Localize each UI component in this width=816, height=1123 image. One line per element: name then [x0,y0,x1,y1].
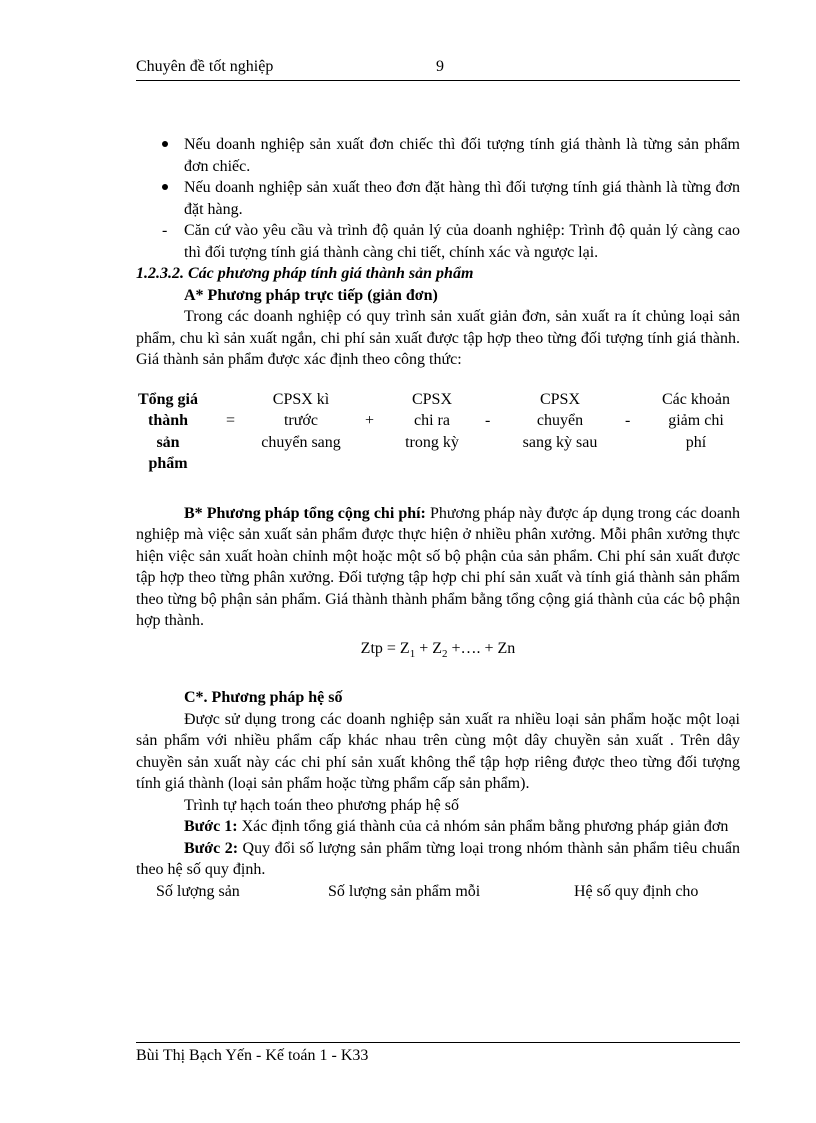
formula-minus: - [625,412,631,429]
header-title: Chuyên đề tốt nghiệp [136,58,274,75]
bullet-item [136,177,740,220]
cost-formula [136,389,740,483]
method-b-paragraph [136,503,740,632]
bullet-item [136,134,740,177]
bullet-text: Nếu doanh nghiệp sản xuất đơn chiếc thì đối tượng tính giá thành là từng sản phẩm đơn chiếc. [184,136,740,175]
label-quantity: Số lượng sản [156,882,240,900]
formula-term-reductions: Các khoản giảm chi phí [662,390,730,451]
formula-term-total-cost: Tổng giá thành sản phẩm [137,390,198,472]
coefficient-labels [136,881,740,903]
method-c-sequence: Trình tự hạch toán theo phương pháp hệ số [184,796,459,814]
step-1-text: Xác định tổng giá thành của cả nhóm sản phẩm bằng phương pháp giản đơn [237,818,729,836]
formula-plus: + [365,412,375,429]
footer-text: Bùi Thị Bạch Yến - Kế toán 1 - K33 [136,1047,369,1064]
page-header [136,58,740,81]
method-b-heading: B* Phương pháp tổng cộng chi phí: [184,504,426,522]
page-footer [136,1042,740,1065]
step-1 [136,816,740,838]
formula-term-incurred: CPSX chi ra trong kỳ [405,390,459,451]
step-2-label: Bước 2: [184,839,239,857]
dash-marker: - [162,222,168,239]
method-c-heading: C*. Phương pháp hệ số [184,689,343,707]
page-number: 9 [436,58,444,75]
formula-term-opening: CPSX kì trước chuyển sang [261,390,341,451]
total-cost-equation: Ztp = $Z_1 + Z_2$ +…. + Zn [360,639,516,660]
method-a-heading: A* Phương pháp trực tiếp (giản đơn) [184,286,438,304]
bullet-dot-icon [162,184,168,190]
step-1-label: Bước 1: [184,818,238,836]
section-heading: 1.2.3.2. Các phương pháp tính giá thành sản phẩm [136,265,474,282]
label-quantity-each: Số lượng sản phẩm mỗi [328,882,481,900]
bullet-dot-icon [162,141,168,147]
page-content [136,134,740,903]
formula-term-closing: CPSX chuyển sang kỳ sau [522,390,598,451]
dash-text: Căn cứ vào yêu cầu và trình độ quản lý của doanh nghiệp: Trình độ quản lý càng cao thì đối tượng tính giá thành càng chi tiết, chính xác và ngược lại. [184,222,740,261]
step-2-text: Quy đổi số lượng sản phẩm từng loại trong nhóm thành sản phẩm tiêu chuẩn theo hệ số quy định. [136,839,741,879]
method-c-paragraph: Được sử dụng trong các doanh nghiệp sản xuất ra nhiều loại sản phẩm hoặc một loại sản phẩm với nhiều phẩm cấp khác nhau trên cùng một dây chuyền sản xuất . Trên dây chuyền sản xuất này các chi phí sản xuất không thể tập hợp riêng được theo từng đối tượng tính giá thành (loại sản phẩm hoặc từng phẩm cấp sản phẩm). [136,710,740,793]
formula-minus: - [485,412,491,429]
formula-equals: = [226,412,236,429]
step-2 [136,838,740,881]
dash-item [136,220,740,263]
method-b-text: Phương pháp này được áp dụng trong các doanh nghiệp mà việc sản xuất sản phẩm được thực hiện ở nhiều phân xưởng. Mỗi phân xưởng thực hiện việc sản xuất hoàn chỉnh một hoặc một số bộ phận của sản phẩm. Chi phí sản xuất được tập hợp theo từng phân xưởng. Đối tượng tập hợp chi phí sản xuất và tính giá thành sản phẩm theo từng bộ phận sản phẩm. Giá thành thành phẩm bằng tổng cộng giá thành của các bộ phận hợp thành. [136,504,741,629]
method-a-paragraph: Trong các doanh nghiệp có quy trình sản xuất giản đơn, sản xuất ra ít chủng loại sản phẩm, chu kì sản xuất ngắn, chi phí sản xuất được tập hợp theo từng đối tượng tính giá thành. Giá thành sản phẩm được xác định theo công thức: [136,308,740,368]
label-coefficient: Hệ số quy định cho [574,882,699,900]
bullet-text: Nếu doanh nghiệp sản xuất theo đơn đặt hàng thì đối tượng tính giá thành là từng đơn đặt hàng. [184,179,740,218]
